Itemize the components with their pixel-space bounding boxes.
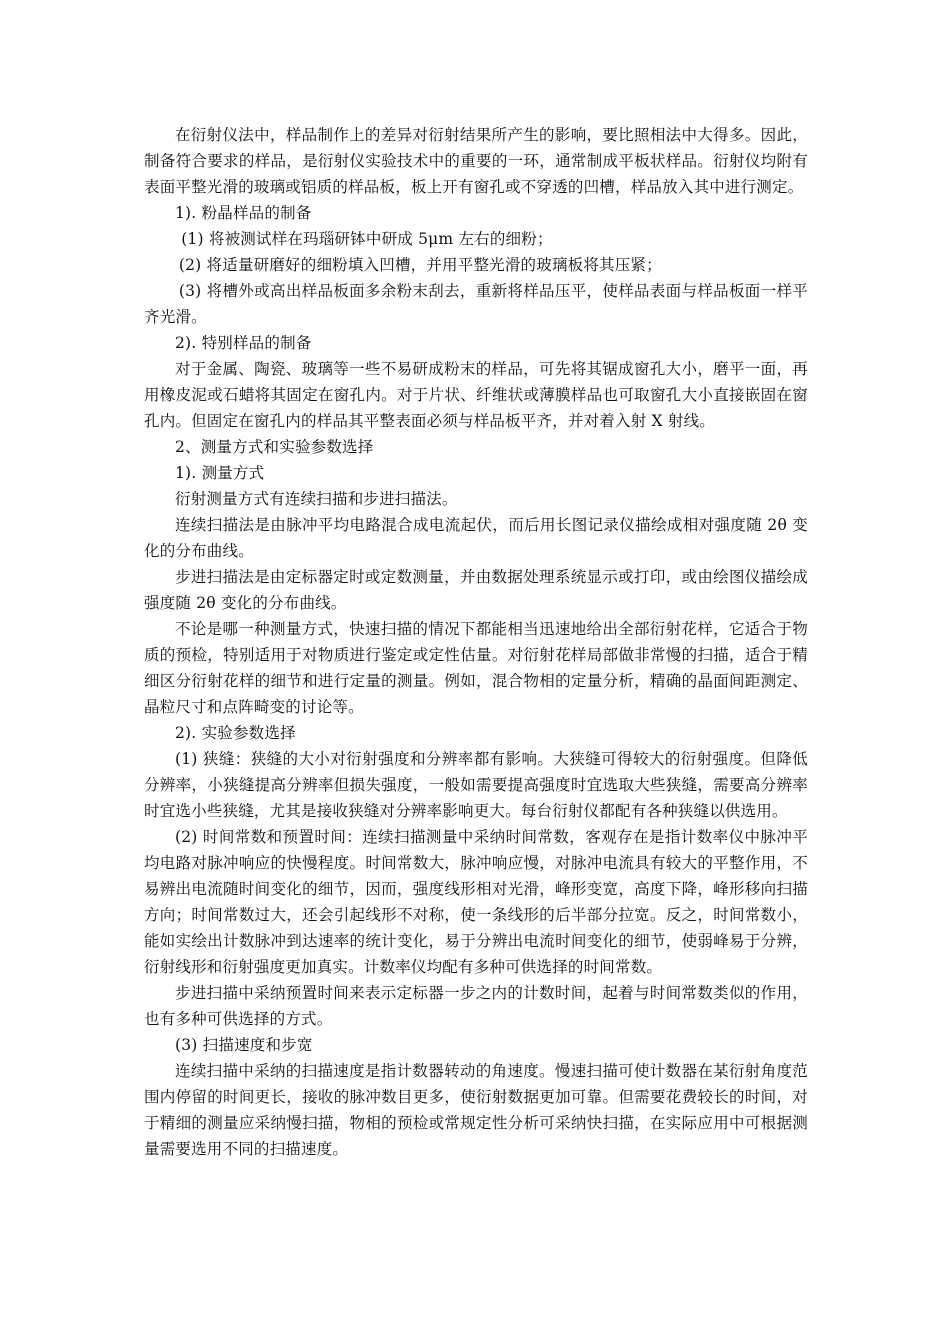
heading-measurement-and-params: 2、测量方式和实验参数选择	[175, 438, 374, 456]
paragraph-continuous-scan: 连续扫描法是由脉冲平均电路混合成电流起伏，而后用长图记录仪描绘成相对强度随 2θ 变化的分布曲线。	[144, 516, 808, 560]
heading-powder-sample-prep: 1). 粉晶样品的制备	[175, 204, 312, 222]
paragraph-measurement-modes: 衍射测量方式有连续扫描和步进扫描法。	[175, 490, 458, 508]
paragraph-scan-comparison: 不论是哪一种测量方式，快速扫描的情况下都能相当迅速地给出全部衍射花样，它适合于物质的预检，特别适用于对物质进行鉴定或定性估量。对衍射花样局部做非常慢的扫描，适合于精细区分衍射花样的细节和进行定量的测量。例如，混合物相的定量分析，精确的晶面间距测定、晶粒尺寸和点阵畸变的讨论等。	[144, 620, 808, 716]
step-2-fill: (2) 将适量研磨好的细粉填入凹槽，并用平整光滑的玻璃板将其压紧；	[178, 256, 662, 274]
heading-special-sample-prep: 2). 特别样品的制备	[175, 334, 312, 352]
paragraph-scan-speed: 连续扫描中采纳的扫描速度是指计数器转动的角速度。慢速扫描可使计数器在某衍射角度范围内停留的时间更长，接收的脉冲数目更多，使衍射数据更加可靠。但需要花费较长的时间，对于精细的测量应采纳慢扫描，物相的预检或常规定性分析可采纳快扫描，在实际应用中可根据测量需要选用不同的扫描速度。	[144, 1062, 808, 1158]
paragraph-step-scan: 步进扫描法是由定标器定时或定数测量，并由数据处理系统显示或打印，或由绘图仪描绘成强度随 2θ 变化的分布曲线。	[144, 568, 808, 612]
paragraph-intro: 在衍射仪法中，样品制作上的差异对衍射结果所产生的影响，要比照相法中大得多。因此，制备符合要求的样品，是衍射仪实验技术中的重要的一环，通常制成平板状样品。衍射仪均附有表面平整光滑的玻璃或铝质的样品板，板上开有窗孔或不穿透的凹槽，样品放入其中进行测定。	[144, 126, 808, 196]
paragraph-slit: (1) 狭缝：狭缝的大小对衍射强度和分辨率都有影响。大狭缝可得较大的衍射强度。但降低分辨率，小狭缝提高分辨率但损失强度，一般如需要提高强度时宜选取大些狭缝，需要高分辨率时宜选小些狭缝，尤其是接收狭缝对分辨率影响更大。每台衍射仪都配有各种狭缝以供选用。	[144, 750, 808, 820]
heading-measurement-mode: 1). 测量方式	[175, 464, 265, 482]
step-1-grind: (1) 将被测试样在玛瑙研钵中研成 5μm 左右的细粉；	[181, 230, 553, 248]
paragraph-special-samples: 对于金属、陶瓷、玻璃等一些不易研成粉末的样品，可先将其锯成窗孔大小，磨平一面，再用橡皮泥或石蜡将其固定在窗孔内。对于片状、纤维状或薄膜样品也可取窗孔大小直接嵌固在窗孔内。但固定在窗孔内的样品其平整表面必须与样品板平齐，并对着入射 X 射线。	[144, 360, 808, 430]
heading-scan-speed: (3) 扫描速度和步宽	[175, 1036, 313, 1054]
paragraph-preset-time: 步进扫描中采纳预置时间来表示定标器一步之内的计数时间，起着与时间常数类似的作用，也有多种可供选择的方式。	[144, 984, 808, 1028]
heading-experiment-params: 2). 实验参数选择	[175, 724, 296, 742]
document-page	[144, 122, 808, 1162]
paragraph-time-constant: (2) 时间常数和预置时间：连续扫描测量中采纳时间常数，客观存在是指计数率仪中脉冲平均电路对脉冲响应的快慢程度。时间常数大，脉冲响应慢，对脉冲电流具有较大的平整作用，不易辨出电流随时间变化的细节，因而，强度线形相对光滑，峰形变宽，高度下降，峰形移向扫描方向；时间常数过大，还会引起线形不对称，使一条线形的后半部分拉宽。反之，时间常数小，能如实绘出计数脉冲到达速率的统计变化，易于分辨出电流时间变化的细节，使弱峰易于分辨，衍射线形和衍射强度更加真实。计数率仪均配有多种可供选择的时间常数。	[144, 828, 808, 976]
step-3-scrape: (3) 将槽外或高出样品板面多余粉末刮去，重新将样品压平，使样品表面与样品板面一样平齐光滑。	[144, 282, 808, 326]
